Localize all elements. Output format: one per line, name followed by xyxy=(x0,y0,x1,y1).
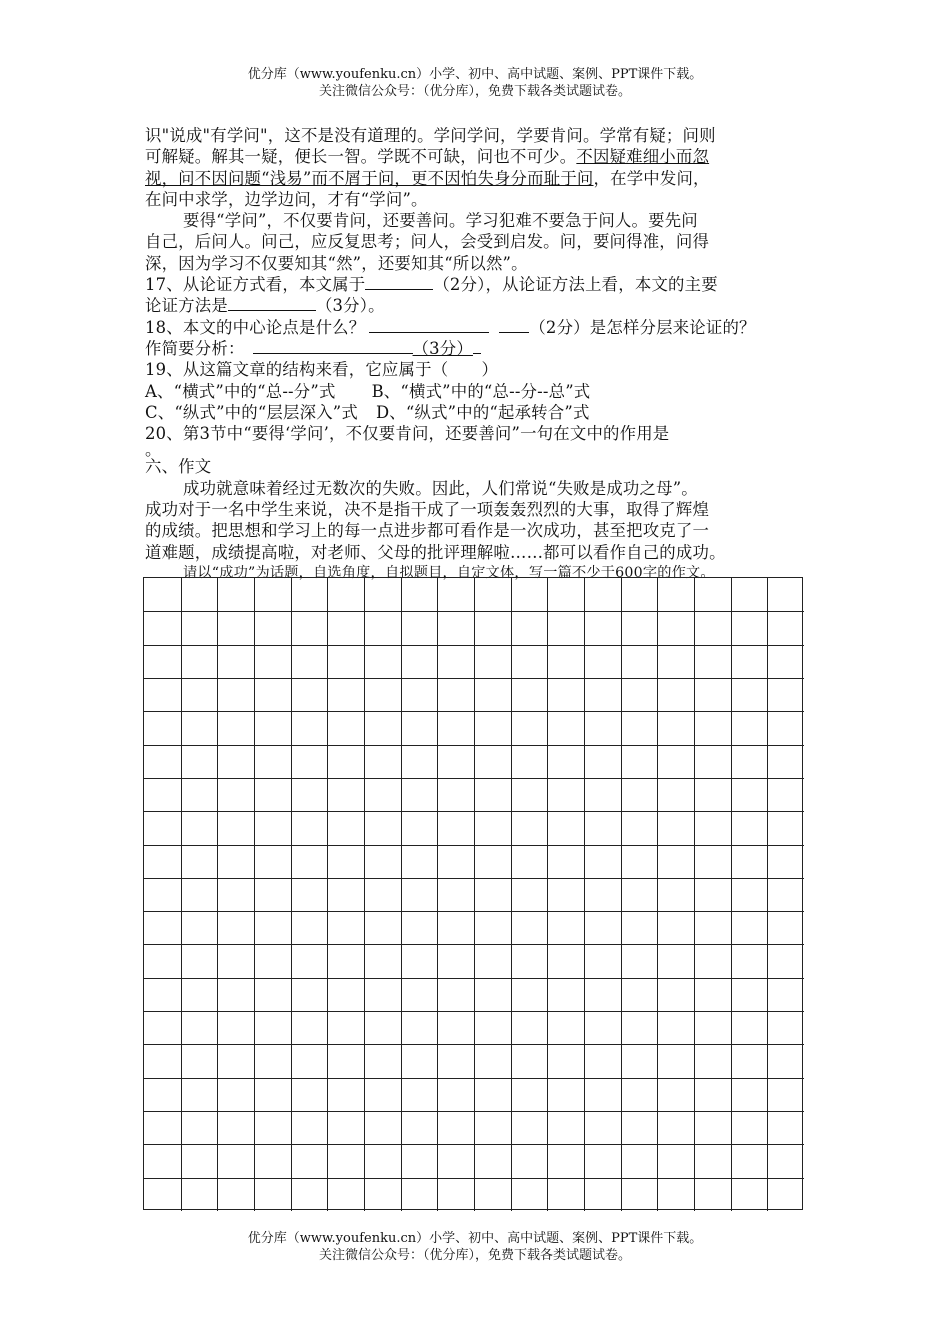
question-19-options-ab xyxy=(145,381,813,402)
underlined-text: 视，问不因问题“浅易”而不屑于问，更不因怕失身分而耻于问 xyxy=(145,168,594,188)
question-20-end: 。 xyxy=(145,440,162,460)
answer-blank[interactable] xyxy=(369,317,489,333)
writing-grid[interactable] xyxy=(143,577,803,1210)
question-text: 18、本文的中心论点是什么？ xyxy=(145,317,366,337)
composition-heading: 六、作文 xyxy=(145,457,212,477)
answer-blank[interactable] xyxy=(228,295,316,311)
article-line: 在问中求学，边学边问，才有“学问”。 xyxy=(145,189,428,209)
article-line xyxy=(145,168,813,189)
composition-line: 成功对于一名中学生来说，决不是指干成了一项轰轰烈烈的大事，取得了辉煌 xyxy=(145,500,710,520)
exam-body xyxy=(145,125,813,584)
option-d[interactable]: D、“纵式”中的“起承转合”式 xyxy=(375,402,590,422)
underlined-text: 不因疑难细小而忽 xyxy=(576,147,710,167)
question-20: 20、第3节中“要得‘学问’，不仅要肯问，还要善问”一句在文中的作用是 xyxy=(145,424,670,444)
question-text: （2分）是怎样分层来论证的？ xyxy=(529,317,756,337)
article-text: ，在学中发问， xyxy=(593,168,710,188)
question-text: （3分） xyxy=(412,338,473,358)
answer-blank[interactable] xyxy=(499,317,529,333)
option-a[interactable]: A、“横式”中的“总--分”式 xyxy=(145,381,336,401)
composition-line: 成功就意味着经过无数次的失败。因此，人们常说“失败是成功之母”。 xyxy=(183,478,698,498)
question-text: （2分），从论证方法上看，本文的主要 xyxy=(433,275,718,295)
footer-line-1: 优分库（www.youfenku.cn）小学、初中、高中试题、案例、PPT课件下载。 xyxy=(247,1231,703,1246)
question-17-cont xyxy=(145,295,813,316)
composition-instruction: 请以“成功”为话题，自选角度，自拟题目，自定文体，写一篇不少于600字的作文。 xyxy=(183,564,715,581)
article-text: 可解疑。解其一疑，便长一智。学既不可缺，问也不可少。 xyxy=(145,147,577,167)
page-header xyxy=(0,66,950,100)
question-17 xyxy=(145,274,813,295)
composition-line: 道难题，成绩提高啦，对老师、父母的批评理解啦……都可以看作自己的成功。 xyxy=(145,542,726,562)
article-line: 自己，后问人。问己，应反复思考；问人，会受到启发。问，要问得准，问得 xyxy=(145,232,710,252)
article-line xyxy=(145,146,813,167)
question-text: （3分）。 xyxy=(315,296,385,316)
answer-blank[interactable] xyxy=(253,338,413,354)
answer-blank[interactable] xyxy=(365,274,433,290)
question-19: 19、从这篇文章的结构来看，它应属于（ ） xyxy=(145,360,499,380)
footer-line-2: 关注微信公众号：（优分库），免费下载各类试题试卷。 xyxy=(318,1248,631,1263)
article-line: 深，因为学习不仅要知其“然”，还要知其“所以然”。 xyxy=(145,253,528,273)
article-line: 识"说成"有学问"，这不是没有道理的。学问学问，学要肯问。学常有疑；问则 xyxy=(145,126,716,145)
article-line: 要得“学问”，不仅要肯问，还要善问。学习犯难不要急于问人。要先问 xyxy=(183,211,698,231)
writing-grid-lines xyxy=(144,578,804,1211)
answer-blank[interactable] xyxy=(473,338,481,354)
option-c[interactable]: C、“纵式”中的“层层深入”式 xyxy=(145,402,358,422)
question-text: 作简要分析： xyxy=(145,338,245,358)
option-b[interactable]: B、“横式”中的“总--分--总”式 xyxy=(371,381,591,401)
question-18-cont xyxy=(145,338,813,359)
question-18 xyxy=(145,317,813,338)
header-line-1: 优分库（www.youfenku.cn）小学、初中、高中试题、案例、PPT课件下载。 xyxy=(247,67,703,82)
question-19-options-cd xyxy=(145,402,813,423)
composition-line: 的成绩。把思想和学习上的每一点进步都可看作是一次成功，甚至把攻克了一 xyxy=(145,521,710,541)
header-line-2: 关注微信公众号：（优分库），免费下载各类试题试卷。 xyxy=(318,84,631,99)
question-text: 论证方法是 xyxy=(145,296,228,316)
question-text: 17、从论证方式看，本文属于 xyxy=(145,275,366,295)
page-footer xyxy=(0,1230,950,1264)
